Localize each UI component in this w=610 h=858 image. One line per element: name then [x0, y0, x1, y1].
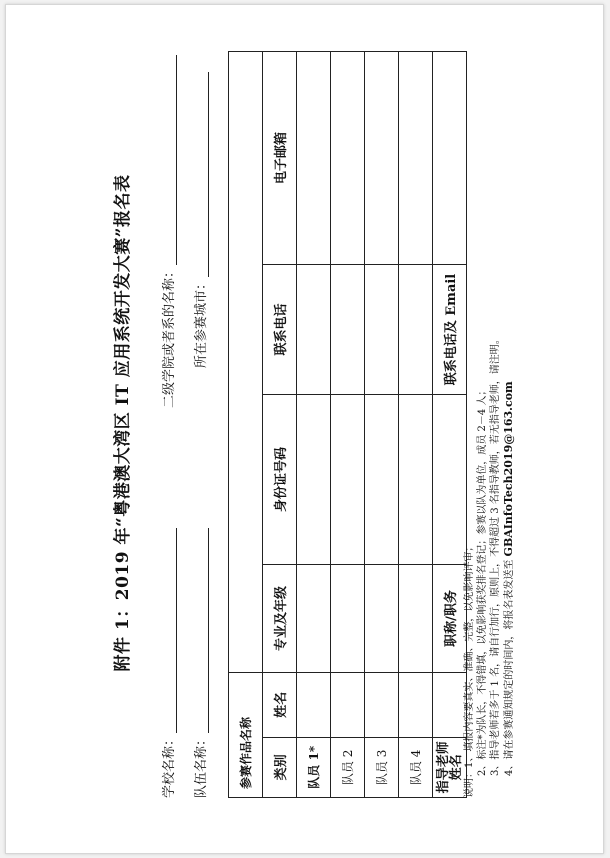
work-name-label: 参赛作品名称 [229, 673, 263, 798]
member-cell[interactable] [297, 52, 331, 265]
contact-email: GBAInfoTech2019@163.com [502, 381, 515, 557]
advisor-name-cell[interactable] [433, 673, 467, 738]
dept-name-line [158, 55, 177, 408]
member-cell[interactable] [399, 565, 433, 673]
note-text: 2、标注*为队长，不得错填，以免影响获奖排名登记；参赛以队为单位，成员 2－4 人； [477, 385, 488, 776]
member-cell[interactable] [331, 673, 365, 738]
dept-name-label: 二级学院或者系的名称： [162, 264, 177, 408]
work-name-cell[interactable] [229, 52, 263, 673]
member-cell[interactable] [365, 395, 399, 565]
member-cell[interactable] [365, 565, 399, 673]
member-label: 队员 4 [399, 737, 433, 797]
member-cell[interactable] [297, 673, 331, 738]
member-cell[interactable] [365, 52, 399, 265]
advisor-title-cell[interactable] [433, 395, 467, 565]
table-row [365, 52, 399, 798]
registration-sheet [96, 33, 556, 813]
member-cell[interactable] [399, 395, 433, 565]
table-row [297, 52, 331, 798]
advisor-contact-cell[interactable] [433, 52, 467, 265]
member-cell[interactable] [331, 565, 365, 673]
advisor-row [433, 52, 467, 798]
city-line [190, 72, 209, 368]
table-row [399, 52, 433, 798]
school-name-line [158, 528, 177, 798]
member-cell[interactable] [365, 265, 399, 395]
note-line [463, 38, 476, 798]
member-cell[interactable] [365, 673, 399, 738]
member-label: 队员 3 [365, 737, 399, 797]
team-name-label: 队伍名称： [194, 732, 209, 798]
note-line [489, 38, 502, 798]
advisor-contact-label: 联系电话及 Email [433, 265, 467, 395]
note-text: 3、指导老师若多于 1 名，请自行加行，原则上，不得超过 3 名指导教师，若无指导老师，请注明。 [490, 334, 501, 776]
advisor-label: 指导老师姓名 [433, 737, 467, 797]
header-category: 类别 [263, 737, 297, 797]
notes-prefix: 说明： [464, 768, 475, 798]
work-name-row [229, 52, 263, 798]
document-page [5, 4, 604, 854]
team-name-line [190, 528, 209, 798]
header-phone: 联系电话 [263, 265, 297, 395]
member-cell[interactable] [399, 265, 433, 395]
note-text: 1、填报内容要真实、准确、完整，以免影响评审； [464, 541, 475, 768]
school-name-label: 学校名称： [162, 732, 177, 798]
document-title: 附件 1：2019 年“粤港澳大湾区 IT 应用系统开发大赛”报名表 [113, 174, 133, 672]
member-cell[interactable] [331, 395, 365, 565]
member-cell[interactable] [331, 265, 365, 395]
school-name-blank [162, 528, 177, 733]
advisor-title-label: 职称/职务 [433, 565, 467, 673]
notes-block [463, 38, 516, 798]
registration-table [228, 51, 467, 798]
city-label: 所在参赛城市： [194, 276, 209, 368]
city-blank [194, 72, 209, 277]
note-line [476, 38, 489, 798]
note-line [502, 38, 516, 798]
header-name: 姓名 [263, 673, 297, 738]
table-row [331, 52, 365, 798]
member-cell[interactable] [297, 395, 331, 565]
member-label: 队员 2 [331, 737, 365, 797]
dept-name-blank [162, 55, 177, 265]
member-cell[interactable] [297, 565, 331, 673]
member-cell[interactable] [297, 265, 331, 395]
member-cell[interactable] [399, 52, 433, 265]
header-email: 电子邮箱 [263, 52, 297, 265]
note-text: 4、请在参赛通知规定的时间内，将报名表发送至 [504, 556, 515, 776]
header-major: 专业及年级 [263, 565, 297, 673]
team-name-blank [194, 528, 209, 733]
header-id-number: 身份证号码 [263, 395, 297, 565]
table-header-row [263, 52, 297, 798]
member-label: 队员 1* [297, 737, 331, 797]
member-cell[interactable] [399, 673, 433, 738]
member-cell[interactable] [331, 52, 365, 265]
